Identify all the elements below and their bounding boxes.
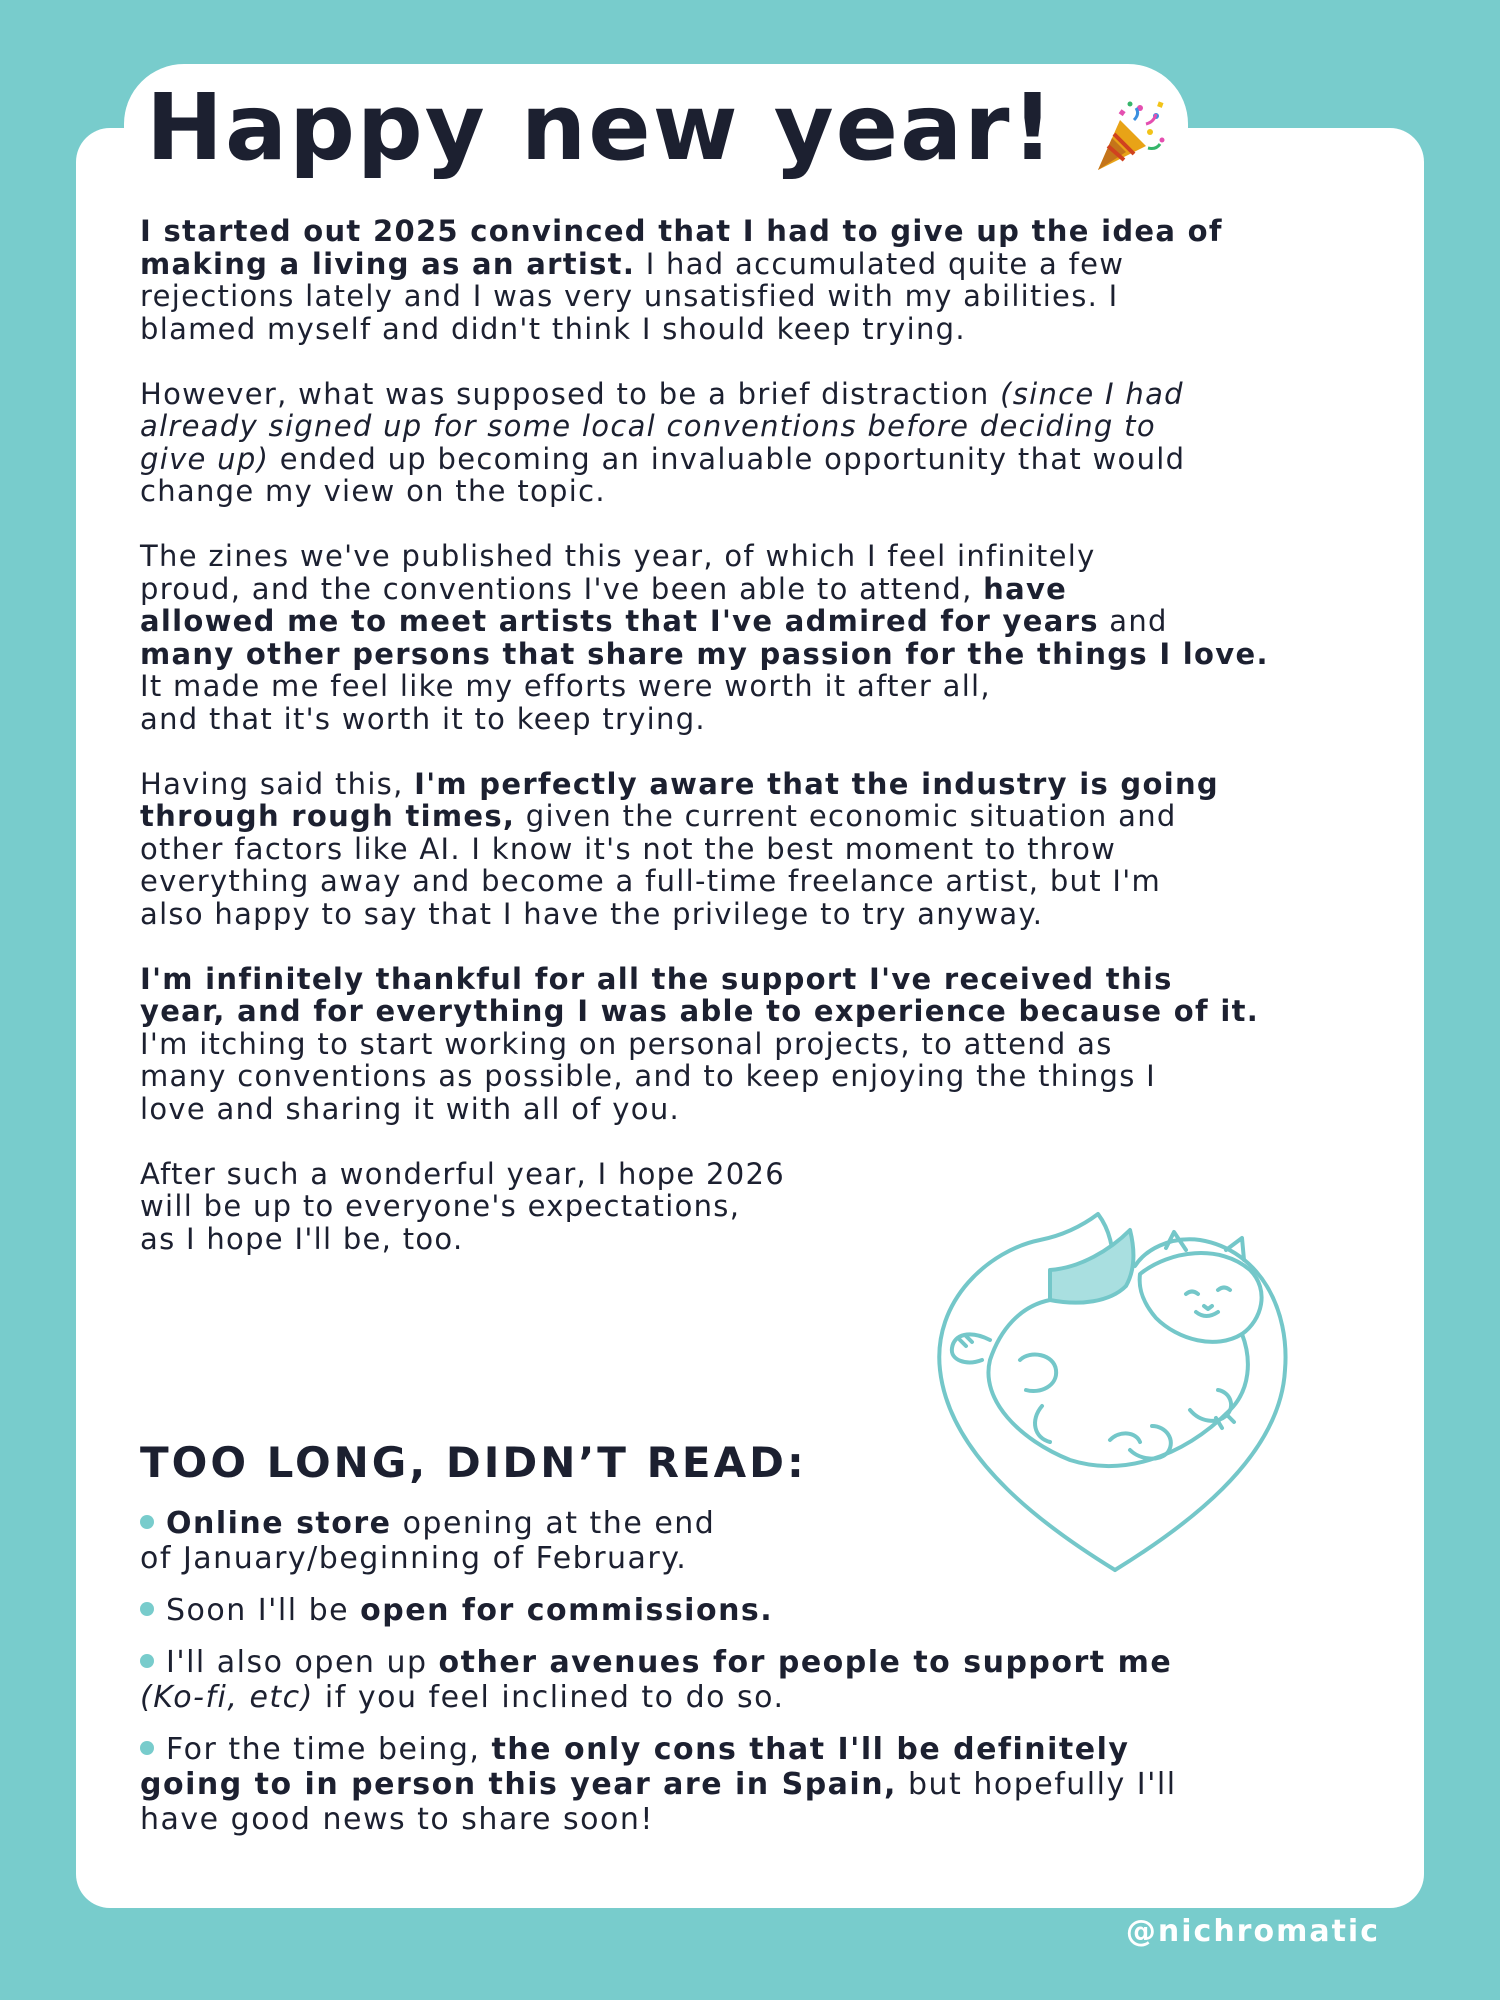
text-run: also happy to say that I have the privilege to try anyway. bbox=[140, 896, 1044, 931]
text-run: I'll also open up bbox=[166, 1645, 439, 1680]
paragraph bbox=[140, 540, 1390, 735]
paragraph bbox=[140, 378, 1390, 508]
text-run: many other persons that share my passion for the things I love. bbox=[140, 636, 1269, 671]
paragraph bbox=[140, 768, 1390, 931]
text-run: everything away and become a full-time freelance artist, but I'm bbox=[140, 864, 1162, 898]
text-run: blamed myself and didn't think I should keep trying. bbox=[140, 311, 966, 346]
text-run: through rough times, bbox=[140, 799, 516, 833]
text-run: The zines we've published this year, of which I feel infinitely bbox=[140, 539, 1096, 573]
text-run: I'm infinitely thankful for all the support I've received this bbox=[140, 961, 1173, 996]
text-run: given the current economic situation and bbox=[515, 799, 1177, 833]
text-run: will be up to everyone's expectations, bbox=[140, 1189, 741, 1223]
party-popper-icon bbox=[1090, 96, 1170, 176]
text-run: Online store bbox=[166, 1506, 392, 1541]
tldr-item bbox=[140, 1645, 1380, 1715]
text-run: rejections lately and I was very unsatisfied with my abilities. I bbox=[140, 279, 1119, 313]
text-run: other avenues for people to support me bbox=[438, 1645, 1173, 1680]
text-run: For the time being, bbox=[166, 1732, 492, 1767]
author-handle: @nichromatic bbox=[1125, 1914, 1380, 1949]
text-run: already signed up for some local conventions before deciding to bbox=[140, 409, 1156, 443]
text-run: give up) bbox=[140, 441, 270, 476]
paragraph bbox=[140, 215, 1390, 345]
text-run: have good news to share soon! bbox=[140, 1802, 654, 1837]
tldr-item bbox=[140, 1593, 1380, 1628]
text-run: ended up becoming an invaluable opportunity that would bbox=[269, 441, 1186, 476]
tldr-heading: TOO LONG, DIDN’T READ: bbox=[140, 1438, 807, 1487]
text-run: many conventions as possible, and to keep enjoying the things I bbox=[140, 1059, 1156, 1093]
text-run: change my view on the topic. bbox=[140, 474, 606, 508]
text-run: I'm itching to start working on personal projects, to attend as bbox=[140, 1026, 1113, 1061]
text-run: However, what was supposed to be a brief distraction bbox=[140, 376, 1001, 411]
bullet-dot-icon bbox=[140, 1741, 154, 1755]
text-run: other factors like AI. I know it's not the best moment to throw bbox=[140, 831, 1117, 866]
text-run: proud, and the conventions I've been able to attend, bbox=[140, 571, 984, 606]
text-run: of January/beginning of February. bbox=[140, 1541, 688, 1576]
bullet-dot-icon bbox=[140, 1654, 154, 1668]
text-run: going to in person this year are in Spain, bbox=[140, 1767, 897, 1802]
text-run: Having said this, bbox=[140, 766, 415, 801]
text-run: year, and for everything I was able to experience because of it. bbox=[140, 994, 1260, 1028]
text-run: (Ko-fi, etc) bbox=[140, 1680, 314, 1715]
text-run: love and sharing it with all of you. bbox=[140, 1091, 681, 1126]
text-run: After such a wonderful year, I hope 2026 bbox=[140, 1156, 786, 1191]
text-run: as I hope I'll be, too. bbox=[140, 1221, 464, 1256]
text-run: Soon I'll be bbox=[166, 1593, 361, 1628]
text-run: I'm perfectly aware that the industry is going bbox=[414, 766, 1219, 801]
tldr-item bbox=[140, 1506, 1380, 1576]
text-run: I had accumulated quite a few bbox=[635, 246, 1125, 281]
text-run: making a living as an artist. bbox=[140, 246, 636, 281]
text-run: opening at the end bbox=[391, 1506, 716, 1541]
paragraph bbox=[140, 963, 1390, 1126]
text-run: and that it's worth it to keep trying. bbox=[140, 701, 706, 736]
text-run: but hopefully I'll bbox=[896, 1767, 1177, 1802]
text-run: (since I had bbox=[1000, 376, 1184, 411]
tldr-list bbox=[140, 1506, 1380, 1854]
tldr-item bbox=[140, 1732, 1380, 1837]
text-run: the only cons that I'll be definitely bbox=[491, 1732, 1130, 1767]
bullet-dot-icon bbox=[140, 1602, 154, 1616]
text-run: I started out 2025 convinced that I had to give up the idea of bbox=[140, 214, 1223, 248]
page-title: Happy new year! bbox=[146, 74, 1056, 181]
text-run: have bbox=[983, 571, 1068, 606]
text-run: and bbox=[1098, 604, 1168, 638]
text-run: open for commissions. bbox=[360, 1593, 774, 1628]
bullet-dot-icon bbox=[140, 1515, 154, 1529]
text-run: if you feel inclined to do so. bbox=[313, 1680, 785, 1715]
text-run: It made me feel like my efforts were worth it after all, bbox=[140, 669, 991, 703]
letter-body bbox=[140, 215, 1390, 1288]
text-run: allowed me to meet artists that I've admired for years bbox=[140, 604, 1099, 638]
